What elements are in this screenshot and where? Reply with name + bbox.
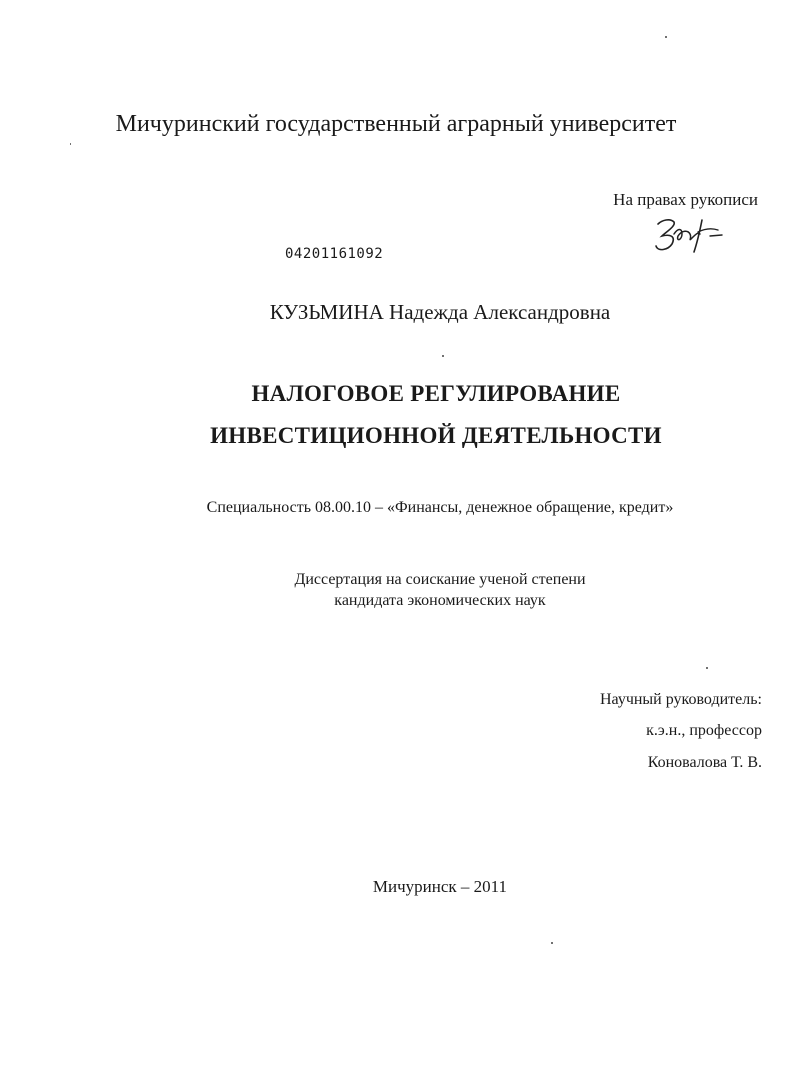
advisor-label: Научный руководитель: bbox=[599, 691, 762, 708]
thesis-title-line-2: ИНВЕСТИЦИОННОЙ ДЕЯТЕЛЬНОСТИ bbox=[210, 423, 662, 448]
scan-speck bbox=[665, 36, 667, 38]
scan-speck bbox=[70, 143, 71, 145]
author-name: КУЗЬМИНА Надежда Александровна bbox=[269, 300, 611, 324]
advisor-name: Коновалова Т. В. bbox=[647, 754, 762, 771]
dissertation-line-2: кандидата экономических наук bbox=[334, 592, 546, 609]
handwritten-signature bbox=[648, 210, 728, 260]
specialty-line: Специальность 08.00.10 – «Финансы, денежное обращение, кредит» bbox=[206, 499, 674, 516]
manuscript-note: На правах рукописи bbox=[613, 190, 758, 209]
scan-speck bbox=[442, 355, 444, 357]
dissertation-line-1: Диссертация на соискание ученой степени bbox=[294, 571, 586, 588]
university-name: Мичуринский государственный аграрный университет bbox=[115, 111, 677, 137]
scan-speck bbox=[706, 667, 708, 669]
thesis-title-line-1: НАЛОГОВОЕ РЕГУЛИРОВАНИЕ bbox=[251, 381, 621, 406]
scan-speck bbox=[551, 942, 553, 944]
city-year: Мичуринск – 2011 bbox=[372, 877, 508, 896]
advisor-degree: к.э.н., профессор bbox=[646, 722, 762, 739]
document-number: 04201161092 bbox=[285, 246, 384, 262]
